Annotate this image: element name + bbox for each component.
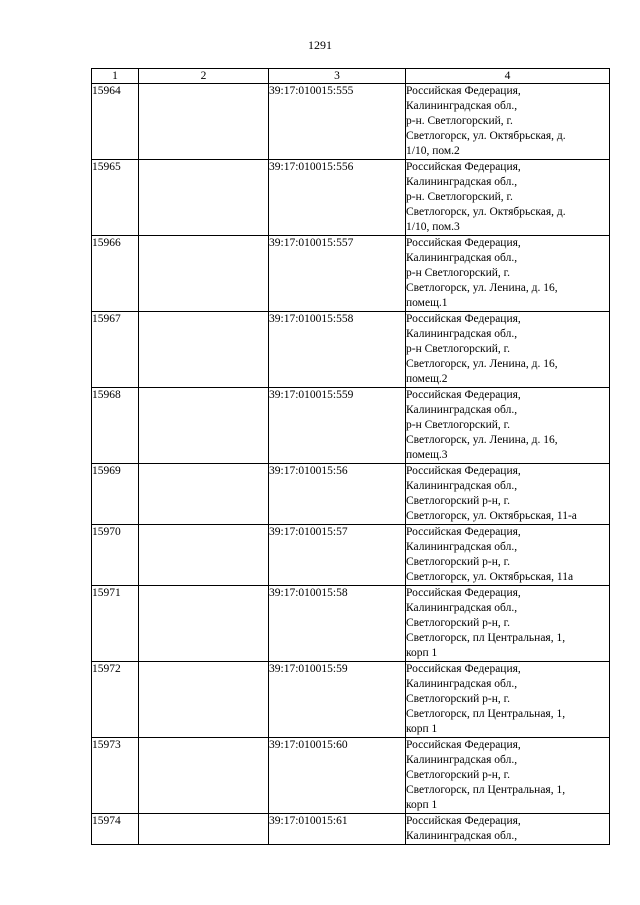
page-number: 1291 — [308, 38, 332, 52]
table-row — [92, 388, 610, 464]
cadastral-number: 39:17:010015:557 — [269, 236, 406, 312]
address-line: Российская Федерация, — [406, 587, 521, 599]
address-line: р-н Светлогорский, г. — [406, 343, 510, 355]
cadastral-number: 39:17:010015:57 — [269, 525, 406, 586]
address-line: Российская Федерация, — [406, 313, 521, 325]
column-2-cell — [139, 160, 269, 236]
cadastral-number: 39:17:010015:56 — [269, 464, 406, 525]
address-line: Калининградская обл., — [406, 678, 518, 690]
cadastral-number: 39:17:010015:58 — [269, 586, 406, 662]
column-header-2: 2 — [139, 69, 269, 84]
table-row — [92, 464, 610, 525]
address-line: Калининградская обл., — [406, 830, 518, 842]
record-number: 15973 — [92, 738, 139, 814]
address-line: Светлогорск, ул. Ленина, д. 16, — [406, 282, 558, 294]
address-line: Светлогорск, ул. Октябрьская, 11-а — [406, 510, 577, 522]
address-line: помещ.3 — [406, 449, 448, 461]
address-line: Калининградская обл., — [406, 100, 518, 112]
address-cell — [406, 464, 610, 525]
address-line: Светлогорский р-н, г. — [406, 693, 510, 705]
record-number: 15966 — [92, 236, 139, 312]
address-line: р-н. Светлогорский, г. — [406, 115, 513, 127]
column-2-cell — [139, 236, 269, 312]
record-number: 15965 — [92, 160, 139, 236]
address-cell — [406, 388, 610, 464]
address-line: Светлогорск, ул. Ленина, д. 16, — [406, 358, 558, 370]
address-line: помещ.2 — [406, 373, 448, 385]
address-line: Светлогорск, ул. Ленина, д. 16, — [406, 434, 558, 446]
address-line: Светлогорский р-н, г. — [406, 769, 510, 781]
column-2-cell — [139, 312, 269, 388]
address-cell — [406, 662, 610, 738]
column-2-cell — [139, 738, 269, 814]
address-cell — [406, 814, 610, 845]
column-2-cell — [139, 464, 269, 525]
table-row — [92, 312, 610, 388]
address-line: Российская Федерация, — [406, 663, 521, 675]
address-line: Российская Федерация, — [406, 161, 521, 173]
table-row — [92, 160, 610, 236]
record-number: 15972 — [92, 662, 139, 738]
address-line: Калининградская обл., — [406, 252, 518, 264]
cadastral-number: 39:17:010015:59 — [269, 662, 406, 738]
address-line: Светлогорск, ул. Октябрьская, д. — [406, 206, 566, 218]
address-line: Калининградская обл., — [406, 754, 518, 766]
column-2-cell — [139, 662, 269, 738]
address-line: Российская Федерация, — [406, 85, 521, 97]
column-2-cell — [139, 84, 269, 160]
cadastral-number: 39:17:010015:61 — [269, 814, 406, 845]
address-line: р-н. Светлогорский, г. — [406, 191, 513, 203]
record-number: 15964 — [92, 84, 139, 160]
address-line: р-н Светлогорский, г. — [406, 419, 510, 431]
table-row — [92, 525, 610, 586]
address-line: Российская Федерация, — [406, 815, 521, 827]
address-cell — [406, 84, 610, 160]
address-line: Светлогорский р-н, г. — [406, 495, 510, 507]
record-number: 15969 — [92, 464, 139, 525]
address-line: Светлогорск, пл Центральная, 1, — [406, 708, 566, 720]
record-number: 15974 — [92, 814, 139, 845]
table-row — [92, 814, 610, 845]
address-cell — [406, 586, 610, 662]
address-cell — [406, 236, 610, 312]
header-row — [92, 69, 610, 84]
column-header-4: 4 — [406, 69, 610, 84]
address-cell — [406, 312, 610, 388]
cadastral-number: 39:17:010015:559 — [269, 388, 406, 464]
address-line: Российская Федерация, — [406, 389, 521, 401]
record-number: 15968 — [92, 388, 139, 464]
register-table — [91, 68, 610, 845]
column-2-cell — [139, 388, 269, 464]
address-line: корп 1 — [406, 799, 438, 811]
address-line: р-н Светлогорский, г. — [406, 267, 510, 279]
address-line: 1/10, пом.3 — [406, 221, 460, 233]
address-line: Светлогорск, ул. Октябрьская, д. — [406, 130, 566, 142]
address-line: Российская Федерация, — [406, 465, 521, 477]
address-cell — [406, 525, 610, 586]
address-line: Светлогорский р-н, г. — [406, 617, 510, 629]
table-body — [92, 84, 610, 845]
cadastral-number: 39:17:010015:555 — [269, 84, 406, 160]
address-cell — [406, 160, 610, 236]
cadastral-number: 39:17:010015:60 — [269, 738, 406, 814]
address-line: Калининградская обл., — [406, 328, 518, 340]
table-row — [92, 236, 610, 312]
address-line: Калининградская обл., — [406, 404, 518, 416]
address-line: помещ.1 — [406, 297, 448, 309]
column-2-cell — [139, 525, 269, 586]
address-line: Калининградская обл., — [406, 541, 518, 553]
address-line: Калининградская обл., — [406, 480, 518, 492]
address-line: корп 1 — [406, 723, 438, 735]
address-line: Калининградская обл., — [406, 176, 518, 188]
table-row — [92, 738, 610, 814]
table-row — [92, 586, 610, 662]
table-row — [92, 662, 610, 738]
address-line: корп 1 — [406, 647, 438, 659]
address-line: Светлогорск, пл Центральная, 1, — [406, 784, 566, 796]
address-line: Светлогорский р-н, г. — [406, 556, 510, 568]
column-header-3: 3 — [269, 69, 406, 84]
address-line: Светлогорск, ул. Октябрьская, 11а — [406, 571, 574, 583]
column-header-1: 1 — [92, 69, 139, 84]
record-number: 15967 — [92, 312, 139, 388]
table-row — [92, 84, 610, 160]
address-line: Российская Федерация, — [406, 739, 521, 751]
record-number: 15971 — [92, 586, 139, 662]
address-line: Калининградская обл., — [406, 602, 518, 614]
record-number: 15970 — [92, 525, 139, 586]
address-cell — [406, 738, 610, 814]
address-line: 1/10, пом.2 — [406, 145, 460, 157]
address-line: Российская Федерация, — [406, 237, 521, 249]
address-line: Светлогорск, пл Центральная, 1, — [406, 632, 566, 644]
cadastral-number: 39:17:010015:558 — [269, 312, 406, 388]
address-line: Российская Федерация, — [406, 526, 521, 538]
column-2-cell — [139, 814, 269, 845]
column-2-cell — [139, 586, 269, 662]
cadastral-number: 39:17:010015:556 — [269, 160, 406, 236]
